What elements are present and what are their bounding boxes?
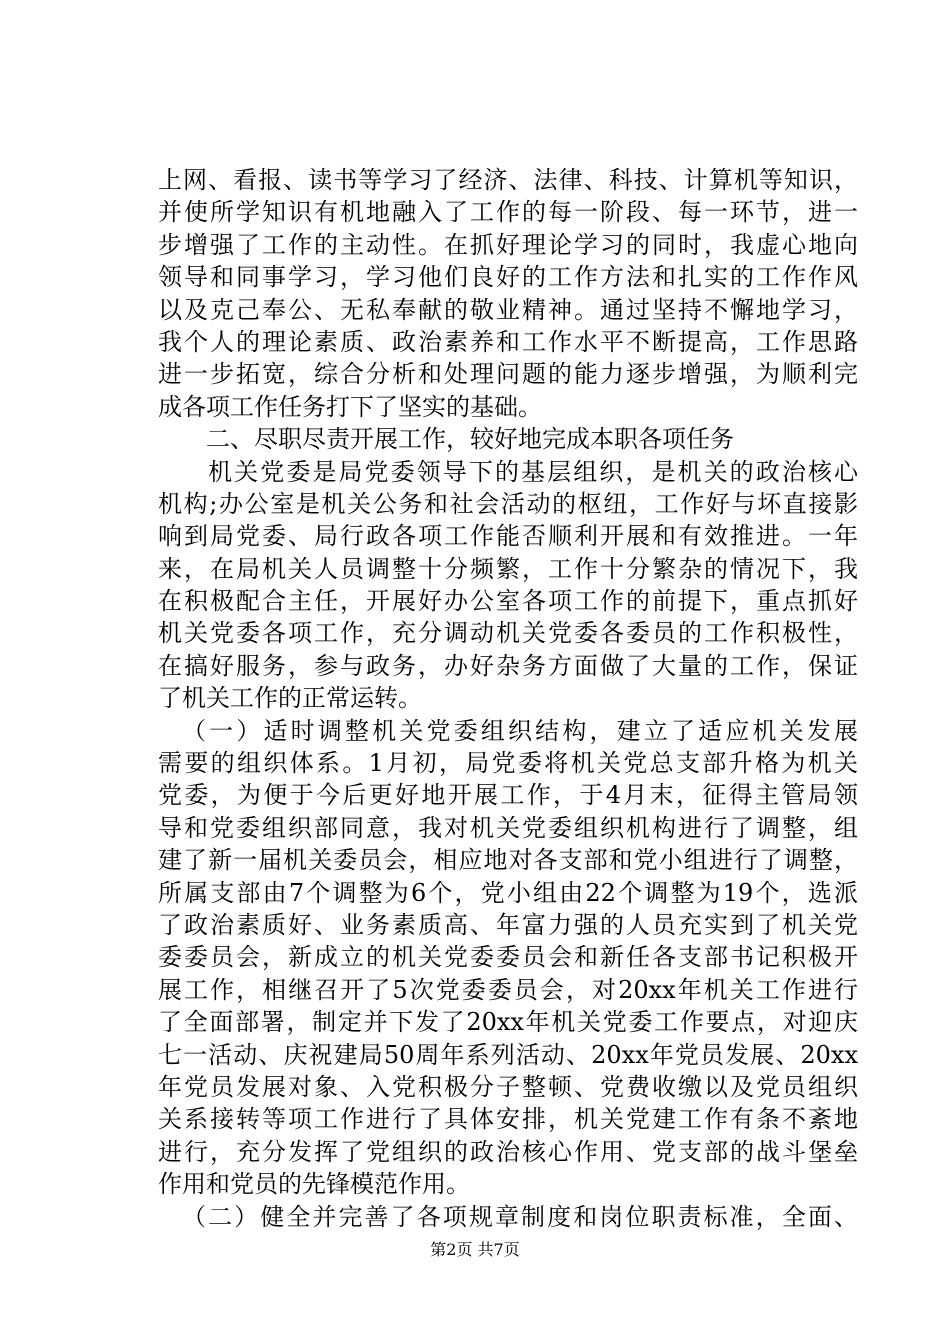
text-line: 需要的组织体系。1月初，局党委将机关党总支部升格为机关 [158,749,858,778]
text-line: （一）适时调整机关党委组织结构，建立了适应机关发展 [182,716,858,745]
text-line: 展工作，相继召开了5次党委委员会，对20xx年机关工作进行 [158,975,858,1004]
text-line: 在搞好服务，参与政务，办好杂务方面做了大量的工作，保证 [158,651,858,680]
text-line: 进一步拓宽，综合分析和处理问题的能力逐步增强，为顺利完 [158,360,858,389]
text-line: 了全面部署，制定并下发了20xx年机关党委工作要点，对迎庆 [158,1008,858,1037]
text-line: 步增强了工作的主动性。在抓好理论学习的同时，我虚心地向 [158,230,858,259]
text-line: 所属支部由7个调整为6个，党小组由22个调整为19个，选派 [158,878,858,907]
text-line: 机关党委各项工作，充分调动机关党委各委员的工作积极性， [158,619,858,648]
text-line: 来，在局机关人员调整十分频繁，工作十分繁杂的情况下，我 [158,554,858,583]
text-line: 党委，为便于今后更好地开展工作，于4月末，征得主管局领 [158,781,858,810]
text-line: 关系接转等项工作进行了具体安排，机关党建工作有条不紊地 [158,1105,858,1134]
text-line: 进行，充分发挥了党组织的政治核心作用、党支部的战斗堡垒 [158,1137,858,1166]
text-line: 我个人的理论素质、政治素养和工作水平不断提高，工作思路 [158,327,858,356]
text-line: 二、尽职尽责开展工作，较好地完成本职各项任务 [182,425,734,454]
body-text [158,164,858,1233]
text-line: 领导和同事学习，学习他们良好的工作方法和扎实的工作作风 [158,263,858,292]
text-line: 并使所学知识有机地融入了工作的每一阶段、每一环节，进一 [158,198,858,227]
text-line: 了政治素质好、业务素质高、年富力强的人员充实到了机关党 [158,910,858,939]
text-line: 作用和党员的先锋模范作用。 [158,1170,470,1199]
text-line: 导和党委组织部同意，我对机关党委组织机构进行了调整，组 [158,813,858,842]
text-line: 响到局党委、局行政各项工作能否顺利开展和有效推进。一年 [158,522,858,551]
text-line: 七一活动、庆祝建局50周年系列活动、20xx年党员发展、20xx [158,1040,858,1069]
text-line: 机构;办公室是机关公务和社会活动的枢纽，工作好与坏直接影 [158,489,858,518]
text-line: 年党员发展对象、入党积极分子整顿、党费收缴以及党员组织 [158,1072,858,1101]
page-footer: 第2页 共7页 [430,1240,520,1259]
text-line: 成各项工作任务打下了坚实的基础。 [158,392,542,421]
text-line: 建了新一届机关委员会，相应地对各支部和党小组进行了调整， [158,846,858,875]
text-line: 机关党委是局党委领导下的基层组织，是机关的政治核心 [182,457,858,486]
text-line: 在积极配合主任，开展好办公室各项工作的前提下，重点抓好 [158,587,858,616]
text-line: 以及克己奉公、无私奉献的敬业精神。通过坚持不懈地学习， [158,295,858,324]
text-line: 了机关工作的正常运转。 [158,684,422,713]
text-line: 上网、看报、读书等学习了经济、法律、科技、计算机等知识， [158,166,858,194]
text-line: （二）健全并完善了各项规章制度和岗位职责标准，全面、 [182,1202,858,1231]
text-line: 委委员会，新成立的机关党委委员会和新任各支部书记积极开 [158,943,858,972]
